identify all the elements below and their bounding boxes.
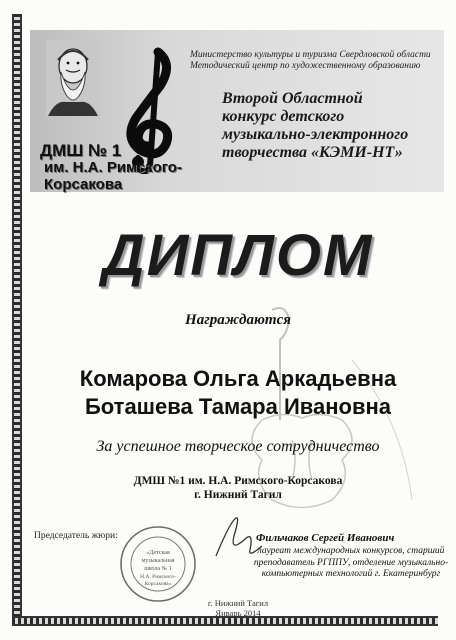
- svg-text:школа № 1: школа № 1: [144, 566, 172, 572]
- jury-description-line: компьютерных технологий г. Екатеринбург: [261, 569, 441, 579]
- place-and-date: [0, 598, 456, 618]
- diploma-title: ДИПЛОМ: [102, 223, 374, 288]
- awarded-label: Награждаются: [185, 312, 291, 328]
- composer-portrait-icon: [46, 40, 100, 116]
- contest-line: творчества «КЭМИ-НТ»: [222, 144, 403, 161]
- recipient-name: Комарова Ольга Аркадьевна: [79, 366, 397, 391]
- jury-chair-label: Председатель жюри:: [34, 531, 118, 541]
- recipient-name: Боташева Тамара Ивановна: [84, 394, 392, 419]
- school-name-line2: им. Н.А. Римского-Корсакова: [44, 159, 182, 193]
- ministry-line: Методический центр по художественному образованию: [190, 61, 421, 71]
- jury-chair-name: Фильчаков Сергей Иванович: [256, 532, 395, 544]
- svg-text:Н.А. Римского-: Н.А. Римского-: [140, 574, 176, 580]
- institution: [0, 474, 456, 502]
- svg-text:Корсакова»: Корсакова»: [144, 581, 172, 587]
- contest-line: Второй Областной: [222, 90, 363, 107]
- svg-text:«Детская: «Детская: [146, 550, 170, 556]
- institution-line1: ДМШ №1 им. Н.А. Римского-Корсакова: [133, 475, 343, 487]
- ministry-line: Министерство культуры и туризма Свердловской области: [190, 50, 431, 60]
- jury-description-line: лауреат международных конкурсов, старший: [257, 546, 445, 556]
- jury-chair-description: [246, 546, 456, 581]
- contest-line: конкурс детского: [222, 108, 345, 125]
- school-seal-icon: [118, 524, 198, 604]
- footer-date: Январь 2014: [215, 608, 261, 618]
- recipients: [0, 365, 456, 421]
- ministry-text: [190, 50, 431, 72]
- svg-text:музыкальная: музыкальная: [141, 558, 175, 564]
- contest-title: [222, 90, 432, 162]
- contest-line: музыкально-электронного: [222, 126, 409, 143]
- institution-line2: г. Нижний Тагил: [194, 489, 282, 501]
- jury-description-line: преподаватель РГППУ, отделение музыкально-: [253, 557, 449, 568]
- award-reason: За успешное творческое сотрудничество: [96, 438, 380, 455]
- footer-city: г. Нижний Тагил: [207, 598, 269, 608]
- school-name-line1: ДМШ № 1: [40, 141, 122, 160]
